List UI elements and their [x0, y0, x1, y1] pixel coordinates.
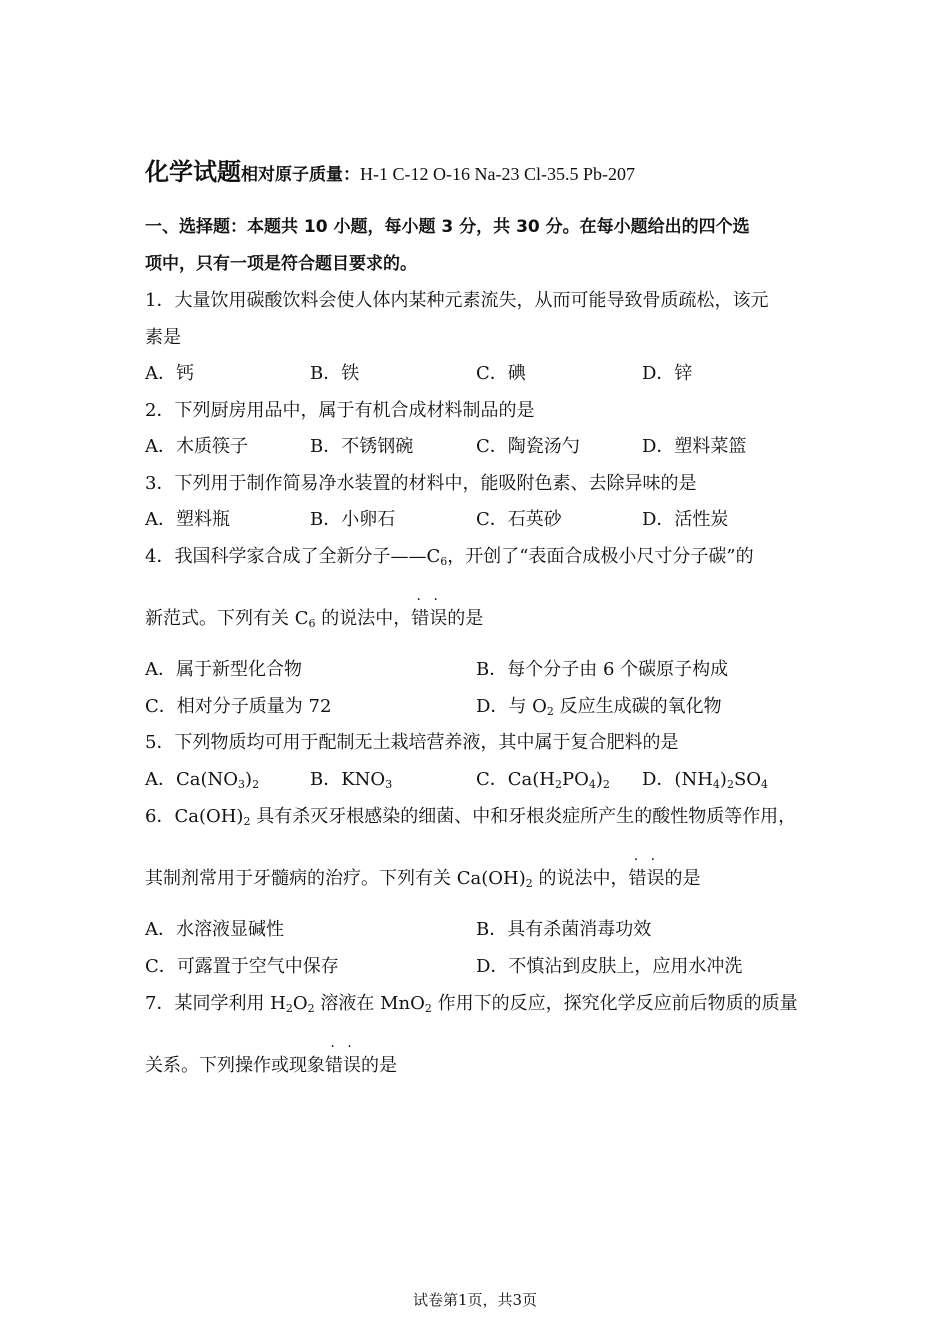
- emphasis-word: · · 错误: [411, 592, 448, 629]
- emphasis-word: · · 错误: [628, 852, 665, 889]
- title-line: [145, 160, 635, 187]
- q6-option-c: C．可露置于空气中保存: [145, 956, 339, 977]
- q4-stem-line2: 新范式。下列有关 $C_6$ 的说法中， · · 错误的是: [145, 592, 484, 630]
- q1-option-d: D．锌: [642, 363, 693, 384]
- q1-option-a: A．钙: [145, 363, 194, 384]
- emphasis-word: · · 错误: [325, 1039, 361, 1076]
- section-heading-line2: 项中，只有一项是符合题目要求的。: [145, 254, 417, 274]
- q2-option-d: D．塑料菜篮: [642, 436, 747, 457]
- q6-stem-line2: 其制剂常用于牙髓病的治疗。下列有关 $Ca(OH)_2$ 的说法中， · · 错误的是: [145, 852, 701, 890]
- q2-option-b: B．不锈钢碗: [310, 436, 414, 457]
- q2-option-c: C．陶瓷汤勺: [476, 436, 580, 457]
- q6-option-a: A．水溶液显碱性: [145, 919, 284, 940]
- q3-stem: 3．下列用于制作简易净水装置的材料中，能吸附色素、去除异味的是: [145, 473, 697, 494]
- q1-option-c: C．碘: [476, 363, 526, 384]
- atomic-masses: H-1 C-12 O-16 Na-23 Cl-35.5 Pb-207: [360, 164, 635, 184]
- q1-option-b: B．铁: [310, 363, 360, 384]
- q5-option-b: B．$KNO_3$: [310, 769, 393, 791]
- q4-option-c: C．相对分子质量为 72: [145, 696, 332, 717]
- q6-option-d: D．不慎沾到皮肤上，应用水冲洗: [476, 956, 743, 977]
- q1-stem-line1: 1．大量饮用碳酸饮料会使人体内某种元素流失，从而可能导致骨质疏松，该元: [145, 290, 769, 311]
- q2-stem: 2．下列厨房用品中，属于有机合成材料制品的是: [145, 400, 535, 421]
- q3-option-a: A．塑料瓶: [145, 509, 230, 530]
- q4-option-d: D．与 $O_2$ 反应生成碳的氧化物: [476, 696, 722, 718]
- q3-option-b: B．小卵石: [310, 509, 396, 530]
- q4-option-a: A．属于新型化合物: [145, 659, 302, 680]
- q1-stem-line2: 素是: [145, 327, 181, 348]
- section-heading-line1: 一、选择题：本题共 10 小题，每小题 3 分，共 30 分。在每小题给出的四个选: [145, 217, 750, 237]
- page-footer: 试卷第1页，共3页: [412, 1291, 538, 1309]
- q7-stem-line2: 关系。下列操作或现象 · · 错误的是: [145, 1039, 397, 1076]
- q6-stem-line1: 6．$Ca(OH)_2$ 具有杀灭牙根感染的细菌、中和牙根炎症所产生的酸性物质等作用，: [145, 806, 797, 828]
- q4-stem-line1: 4．我国科学家合成了全新分子$——C_6$，开创了“表面合成极小尺寸分子碳”的: [145, 546, 754, 568]
- q2-option-a: A．木质筷子: [145, 436, 248, 457]
- q5-option-a: A．$Ca(NO_3)_2$: [145, 769, 260, 791]
- q5-stem: 5．下列物质均可用于配制无土栽培营养液，其中属于复合肥料的是: [145, 732, 679, 753]
- q7-stem-line1: 7．某同学利用 $H_2O_2$ 溶液在 MnO$_2$ 作用下的反应，探究化学反应前后物质的质量: [145, 993, 798, 1015]
- mass-label: 相对原子质量：: [241, 165, 360, 185]
- q3-option-d: D．活性炭: [642, 509, 729, 530]
- q3-option-c: C．石英砂: [476, 509, 562, 530]
- q6-option-b: B．具有杀菌消毒功效: [476, 919, 652, 940]
- page-title: 化学试题: [145, 158, 241, 186]
- q5-option-c: C．$Ca(H_2PO_4)_2$: [476, 769, 610, 791]
- q4-option-b: B．每个分子由 6 个碳原子构成: [476, 659, 729, 680]
- q5-option-d: D．$(NH_4)_2SO_4$: [642, 769, 769, 791]
